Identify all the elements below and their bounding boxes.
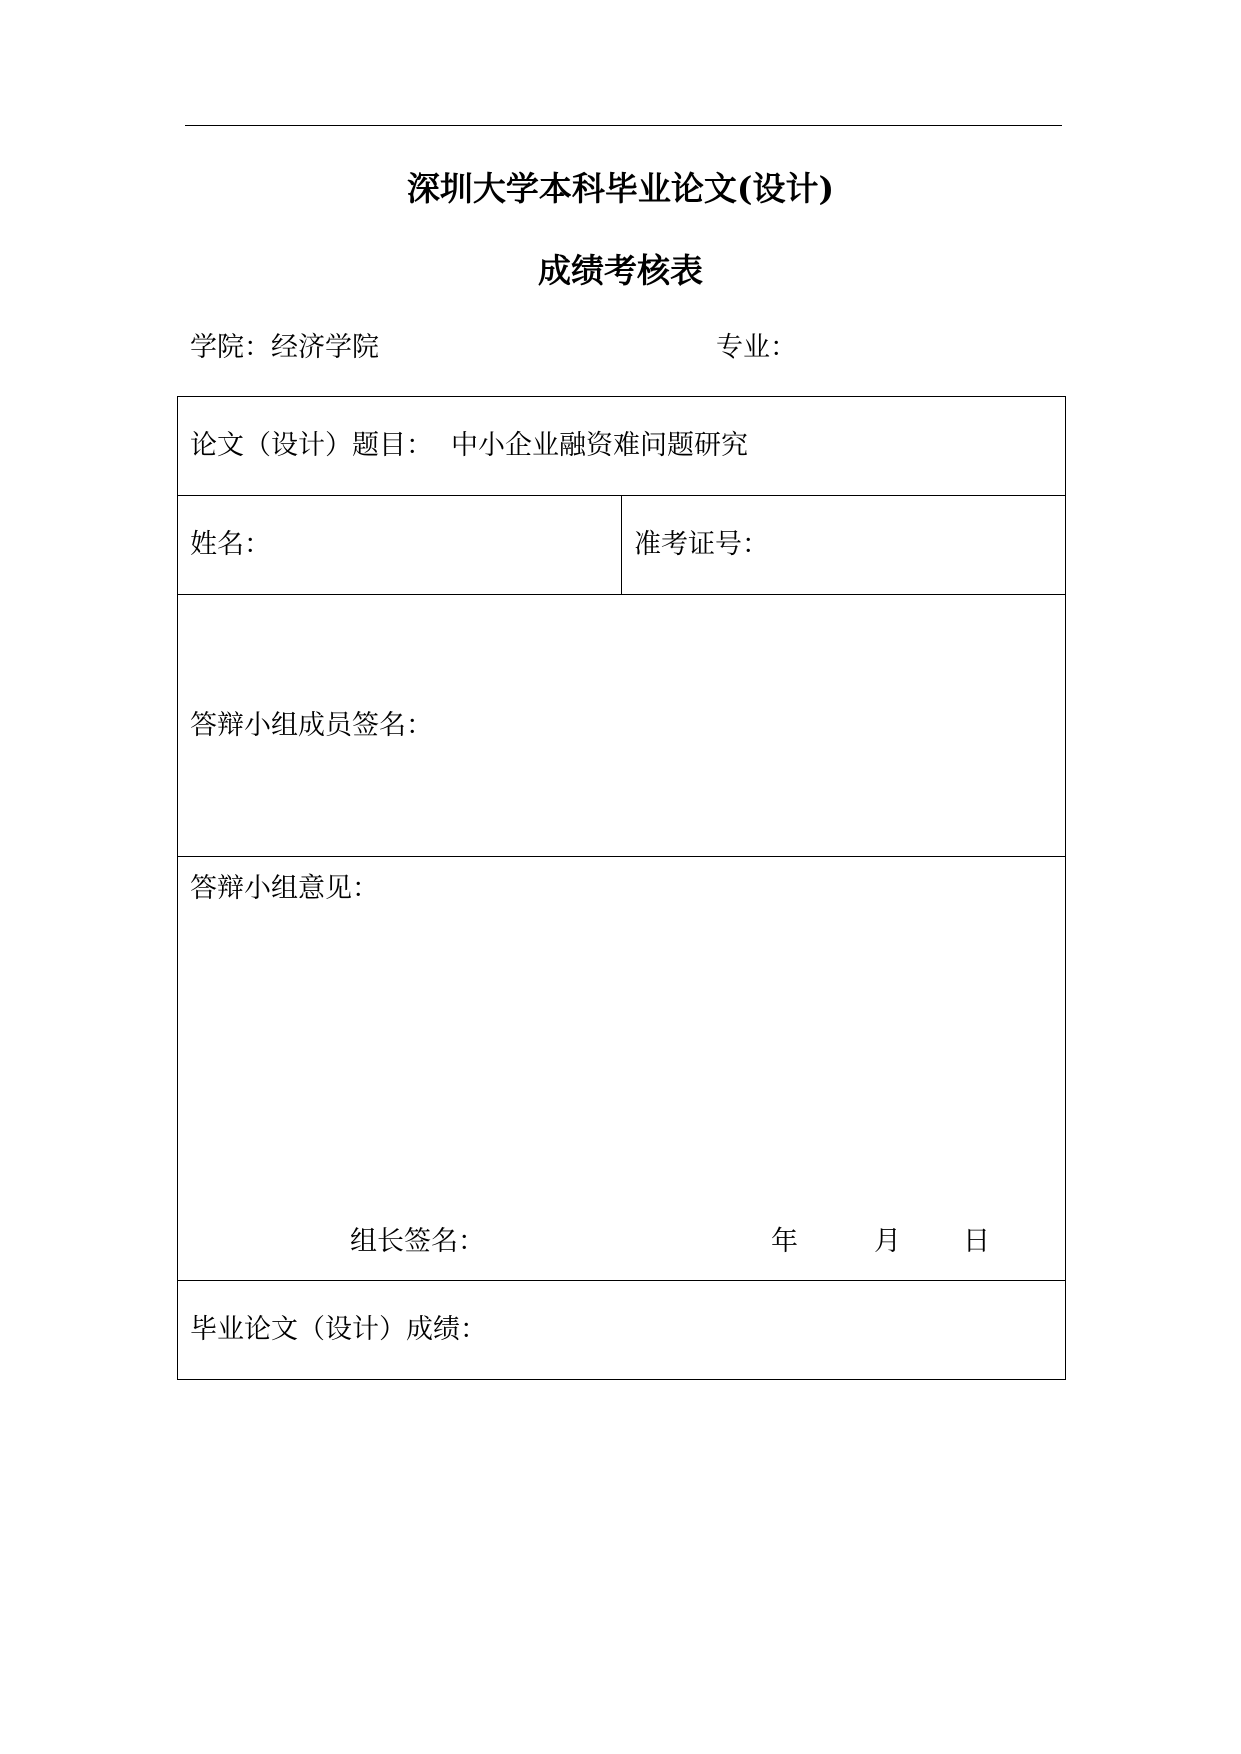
topic-label: 论文（设计）题目： (190, 430, 433, 461)
college-field (190, 331, 379, 365)
name-label: 姓名： (190, 529, 271, 560)
panel-opinion-content (190, 872, 1053, 1266)
exam-number-cell (622, 496, 1066, 595)
topic-row (178, 397, 1066, 496)
assessment-form-table (177, 396, 1066, 1380)
panel-opinion-label: 答辩小组意见： (190, 872, 379, 904)
panel-opinion-row (178, 857, 1066, 1281)
topic-cell (178, 397, 1066, 496)
panel-signatures-row (178, 595, 1066, 857)
panel-opinion-cell (178, 857, 1066, 1281)
grade-row (178, 1281, 1066, 1380)
exam-number-label: 准考证号： (634, 529, 769, 560)
date-month-label: 月 (874, 1225, 901, 1257)
leader-signature-label: 组长签名： (350, 1225, 485, 1257)
document-title: 深圳大学本科毕业论文(设计) (406, 169, 835, 208)
college-label: 学院： (190, 332, 271, 363)
panel-signatures-label: 答辩小组成员签名： (190, 709, 433, 741)
major-field (716, 331, 797, 365)
header-rule (185, 125, 1062, 126)
name-row (178, 496, 1066, 595)
date-day-label: 日 (963, 1225, 990, 1257)
topic-value: 中小企业融资难问题研究 (451, 430, 748, 461)
grade-cell (178, 1281, 1066, 1380)
college-value: 经济学院 (271, 332, 379, 363)
name-cell (178, 496, 622, 595)
panel-signatures-cell (178, 595, 1066, 857)
document-subtitle: 成绩考核表 (538, 251, 703, 290)
date-year-label: 年 (771, 1225, 798, 1257)
grade-label: 毕业论文（设计）成绩： (190, 1314, 487, 1345)
major-label: 专业： (716, 332, 797, 363)
